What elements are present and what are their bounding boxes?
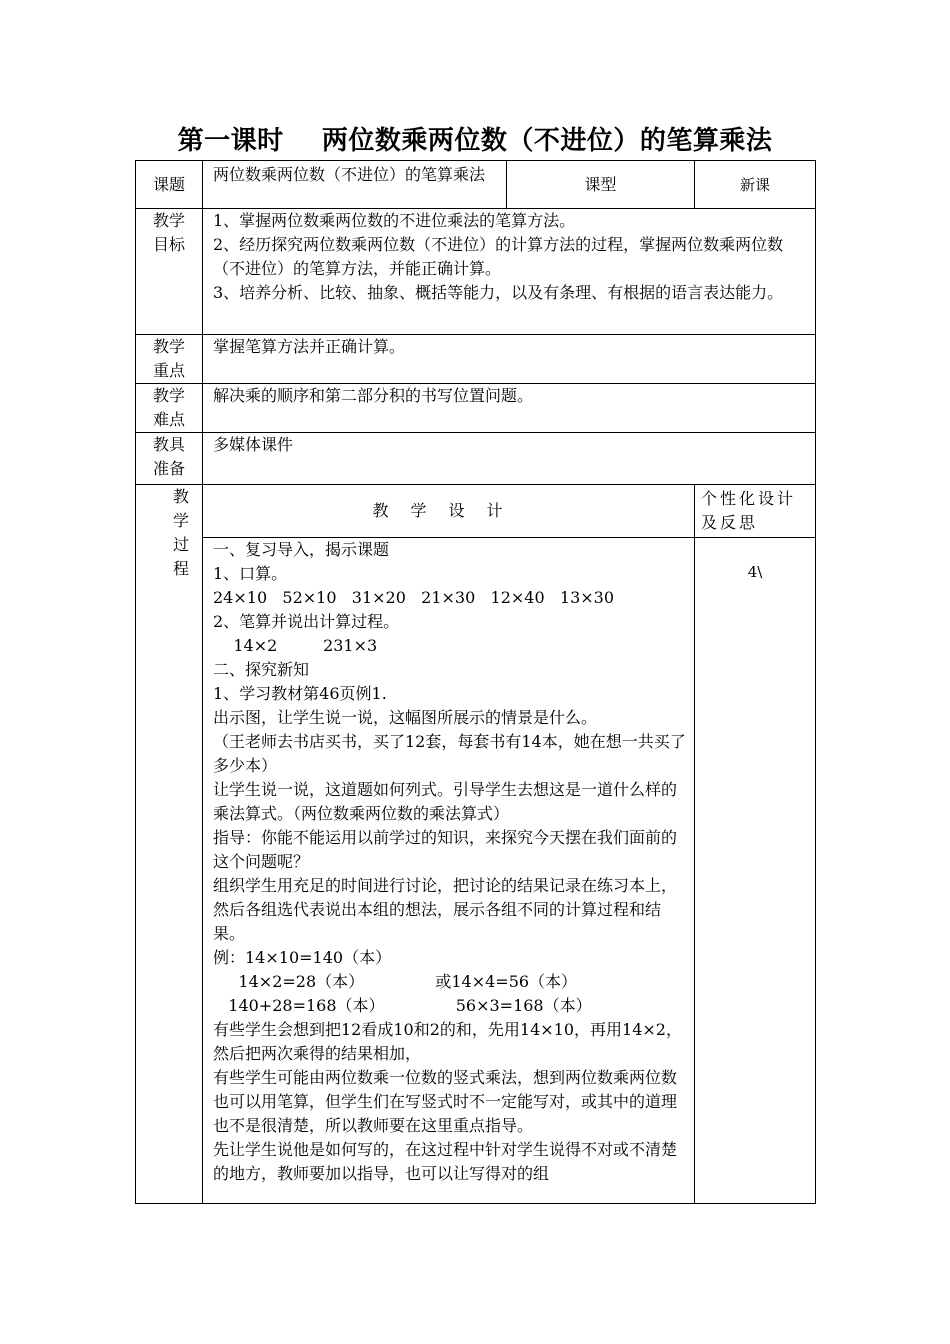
key-label: 教学重点	[152, 337, 185, 380]
design-line: 一、复习导入，揭示课题	[213, 540, 390, 559]
topic-label: 课题	[136, 161, 203, 209]
type-label: 课型	[507, 161, 695, 209]
note-content: 4\	[695, 538, 816, 1204]
design-line: 先让学生说他是如何写的，在这过程中针对学生说得不对或不清楚的地方，教师要加以指导，也可以让写得对的组	[213, 1140, 678, 1183]
design-line: 14×2 231×3	[213, 636, 378, 655]
tools-row	[136, 433, 816, 485]
design-line: 二、探究新知	[213, 660, 310, 679]
note-header: 个性化设计及反思	[695, 485, 816, 538]
design-body-row	[136, 538, 816, 1204]
design-line: 14×2=28（本） 或14×4=56（本）	[213, 972, 578, 991]
design-line: 1、学习教材第46页例1.	[213, 684, 387, 703]
design-line: 指导：你能不能运用以前学过的知识，来探究今天摆在我们面前的这个问题呢？	[213, 828, 678, 871]
goals-label: 教学目标	[152, 211, 185, 254]
design-line: 24×10 52×10 31×20 21×30 12×40 13×30	[213, 588, 615, 607]
goal-item: 1、掌握两位数乘两位数的不进位乘法的笔算方法。	[213, 211, 576, 230]
design-line: （王老师去书店买书，买了12套，每套书有14本，她在想一共买了多少本）	[213, 732, 686, 775]
design-line: 1、口算。	[213, 564, 288, 583]
goal-item: 2、经历探究两位数乘两位数（不进位）的计算方法的过程，掌握两位数乘两位数（不进位）的笔算方法，并能正确计算。	[213, 235, 784, 278]
difficulty-row	[136, 384, 816, 433]
process-label-cell	[136, 485, 203, 1204]
lesson-plan-table	[135, 160, 816, 1204]
design-line: 有些学生会想到把12看成10和2的和，先用14×10，再用14×2，然后把两次乘得的结果相加，	[213, 1020, 682, 1063]
goals-row	[136, 209, 816, 335]
difficulty-label: 教学难点	[152, 386, 185, 429]
type-value: 新课	[695, 161, 816, 209]
design-header-row	[136, 485, 816, 538]
design-header: 教学设计	[203, 485, 695, 538]
process-label: 教学过程	[172, 487, 189, 578]
topic-value: 两位数乘两位数（不进位）的笔算乘法	[203, 161, 507, 209]
design-line: 出示图，让学生说一说，这幅图所展示的情景是什么。	[213, 708, 598, 727]
design-line: 让学生说一说，这道题如何列式。引导学生去想这是一道什么样的乘法算式。（两位数乘两位数的乘法算式）	[213, 780, 678, 823]
topic-row	[136, 161, 816, 209]
design-line: 组织学生用充足的时间进行讨论，把讨论的结果记录在练习本上，然后各组选代表说出本组的想法，展示各组不同的计算过程和结果。	[213, 876, 678, 943]
tools-value: 多媒体课件	[203, 433, 816, 485]
page-title: 第一课时 两位数乘两位数（不进位）的笔算乘法	[177, 126, 773, 156]
design-line: 2、笔算并说出计算过程。	[213, 612, 400, 631]
tools-label: 教具准备	[152, 435, 185, 478]
key-row	[136, 335, 816, 384]
design-line: 例：14×10=140（本）	[213, 948, 392, 967]
design-line: 140+28=168（本） 56×3=168（本）	[213, 996, 592, 1015]
difficulty-value: 解决乘的顺序和第二部分积的书写位置问题。	[203, 384, 816, 433]
design-content	[203, 538, 695, 1204]
goals-content	[203, 209, 816, 335]
design-line: 有些学生可能由两位数乘一位数的竖式乘法，想到两位数乘两位数也可以用笔算，但学生们在写竖式时不一定能写对，或其中的道理也不是很清楚，所以教师要在这里重点指导。	[213, 1068, 678, 1135]
key-value: 掌握笔算方法并正确计算。	[203, 335, 816, 384]
goal-item: 3、培养分析、比较、抽象、概括等能力，以及有条理、有根据的语言表达能力。	[213, 283, 784, 302]
